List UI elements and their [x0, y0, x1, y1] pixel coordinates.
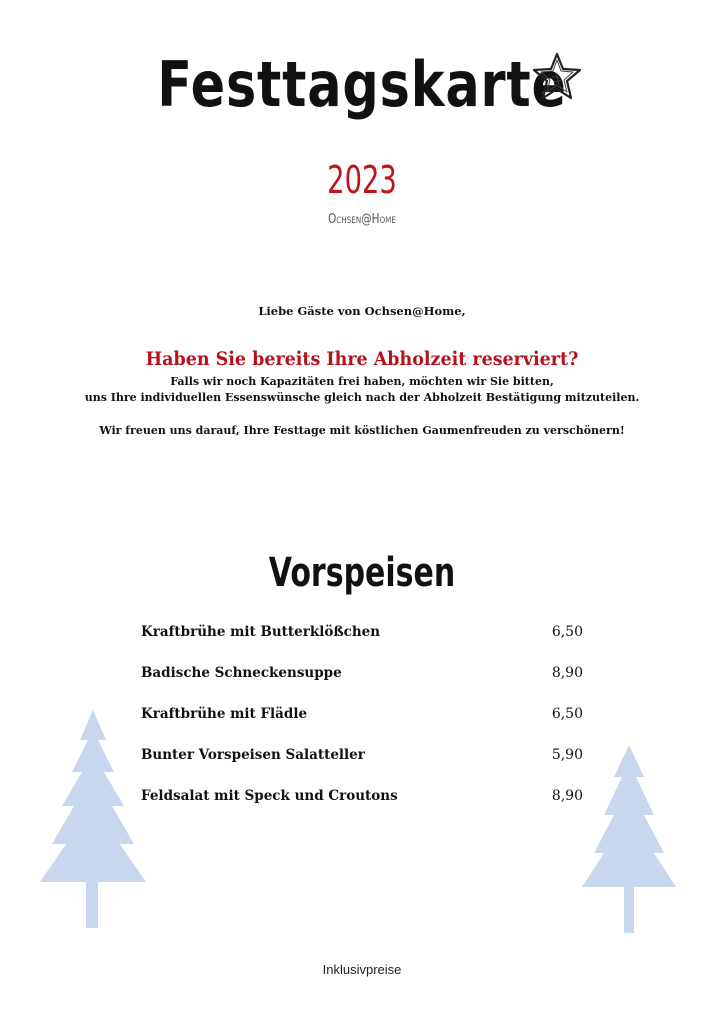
christmas-tree-icon [40, 710, 146, 930]
restaurant-name: Ochsen@Home [328, 212, 396, 227]
intro-text [0, 304, 724, 439]
menu-item [141, 788, 583, 829]
menu-item-price: 8,90 [551, 665, 583, 681]
menu-item-price: 6,50 [551, 706, 583, 722]
reservation-question: Haben Sie bereits Ihre Abholzeit reserviert? [145, 348, 579, 370]
menu-item-price: 5,90 [551, 747, 583, 763]
intro-line-2: uns Ihre individuellen Essenswünsche gleich nach der Abholzeit Bestätigung mitzuteilen. [84, 391, 640, 404]
intro-line-1: Falls wir noch Kapazitäten frei haben, möchten wir Sie bitten, [170, 375, 554, 388]
menu-item [141, 624, 583, 665]
footer-note: Inklusivpreise [322, 962, 402, 977]
christmas-tree-icon [582, 745, 676, 935]
menu-item-name: Badische Schneckensuppe [141, 665, 342, 681]
menu-item-price: 8,90 [551, 788, 583, 804]
menu-item-name: Feldsalat mit Speck und Croutons [141, 788, 398, 804]
section-title: Vorspeisen [268, 550, 456, 596]
menu-item [141, 665, 583, 706]
greeting: Liebe Gäste von Ochsen@Home, [258, 304, 466, 318]
intro-line-3: Wir freuen uns darauf, Ihre Festtage mit köstlichen Gaumenfreuden zu verschönern! [99, 424, 625, 437]
menu-item-name: Bunter Vorspeisen Salatteller [141, 747, 365, 763]
menu-list [141, 624, 583, 829]
year: 2023 [327, 158, 397, 202]
menu-item-name: Kraftbrühe mit Butterklößchen [141, 624, 381, 640]
menu-item [141, 747, 583, 788]
page-title: Festtagskarte [157, 48, 567, 121]
star-icon [530, 50, 584, 102]
menu-item-price: 6,50 [551, 624, 583, 640]
menu-item-name: Kraftbrühe mit Flädle [141, 706, 308, 722]
menu-item [141, 706, 583, 747]
